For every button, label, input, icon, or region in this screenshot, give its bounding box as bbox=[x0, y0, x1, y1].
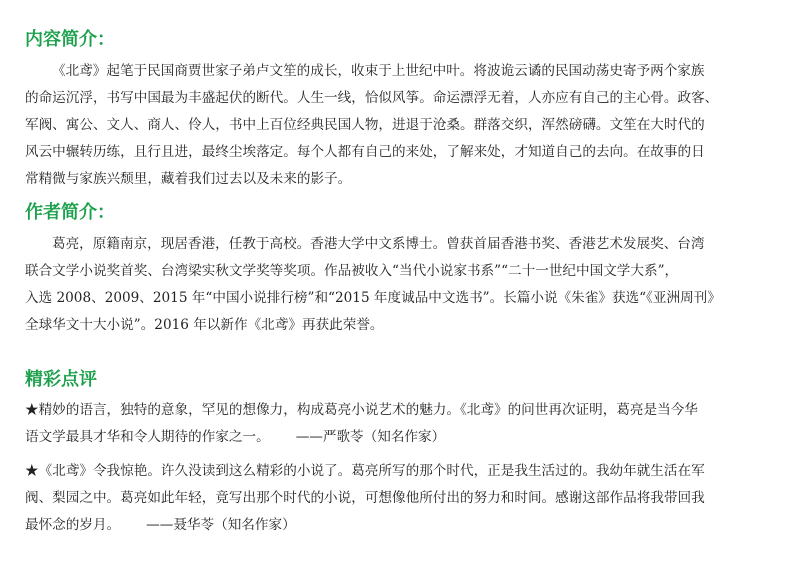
author-line: 葛亮，原籍南京，现居香港，任教于高校。香港大学中文系博士。曾获首届香港书奖、香港艺术发展奖、台湾 bbox=[52, 236, 705, 252]
review-signature: ——聂华苓（知名作家） bbox=[146, 517, 296, 533]
author-line: 入选 2008、2009、2015 年“中国小说排行榜”和“2015 年度诚品中文选书”。长篇小说《朱雀》获选“《亚洲周刊》 bbox=[25, 290, 721, 306]
reviews-heading: 精彩点评 bbox=[25, 369, 97, 390]
review-item bbox=[25, 458, 785, 539]
review-line: 最怀念的岁月。 bbox=[25, 517, 121, 533]
intro-heading: 内容简介： bbox=[25, 29, 115, 50]
intro-line: 的命运沉浮，书写中国最为丰盛起伏的断代。人生一线，恰似风筝。命运漂浮无着，人亦应有自己的主心骨。政客、 bbox=[25, 90, 719, 106]
intro-line: 风云中辗转历练，且行且进，最终尘埃落定。每个人都有自己的来处，了解来处，才知道自己的去向。在故事的日 bbox=[25, 144, 705, 160]
intro-line: 常精微与家族兴颓里，藏着我们过去以及未来的影子。 bbox=[25, 171, 352, 187]
intro-paragraph bbox=[25, 58, 785, 193]
review-line-with-signature bbox=[25, 424, 785, 451]
review-item bbox=[25, 397, 785, 451]
review-line: ★《北鸢》令我惊艳。许久没读到这么精彩的小说了。葛亮所写的那个时代，正是我生活过的。我幼年就生活在军 bbox=[25, 463, 705, 479]
author-line: 联合文学小说奖首奖、台湾梁实秋文学奖等奖项。作品被收入“当代小说家书系”“二十一世纪中国文学大系”， bbox=[25, 263, 679, 279]
author-paragraph bbox=[25, 231, 785, 339]
intro-line: 《北鸢》起笔于民国商贾世家子弟卢文笙的成长，收束于上世纪中叶。将波诡云谲的民国动荡史寄予两个家族 bbox=[52, 63, 705, 79]
review-line: ★精妙的语言，独特的意象，罕见的想像力，构成葛亮小说艺术的魅力。《北鸢》的问世再次证明，葛亮是当今华 bbox=[25, 402, 698, 418]
author-line: 全球华文十大小说”。2016 年以新作《北鸢》再获此荣誉。 bbox=[25, 317, 384, 333]
author-heading: 作者简介： bbox=[25, 202, 115, 223]
intro-line: 军阀、寓公、文人、商人、伶人，书中上百位经典民国人物，进退于沧桑。群落交织，浑然磅礴。文笙在大时代的 bbox=[25, 117, 705, 133]
review-line-with-signature bbox=[25, 512, 785, 539]
review-line: 阀、梨园之中。葛亮如此年轻，竟写出那个时代的小说，可想像他所付出的努力和时间。感谢这部作品将我带回我 bbox=[25, 490, 705, 506]
review-signature: ——严歌苓（知名作家） bbox=[295, 429, 446, 445]
review-line: 语文学最具才华和令人期待的作家之一。 bbox=[25, 429, 270, 445]
